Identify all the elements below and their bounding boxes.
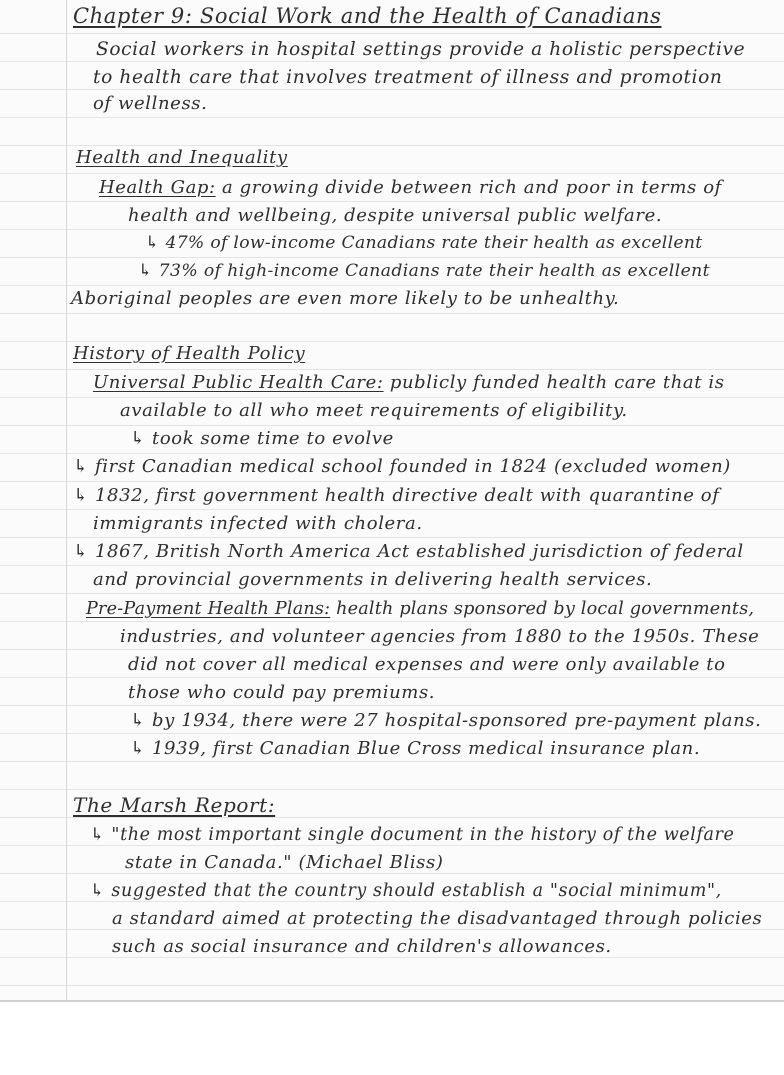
term: Universal Public Health Care: bbox=[93, 372, 384, 393]
definition: health plans sponsored by local governments, bbox=[330, 599, 755, 619]
definition-line: those who could pay premiums. bbox=[128, 682, 436, 703]
report-bullet: ↳ "the most important single document in the history of the welfare bbox=[90, 825, 735, 845]
report-bullet: ↳ suggested that the country should establish a "social minimum", bbox=[90, 881, 722, 901]
section-heading: History of Health Policy bbox=[73, 343, 306, 364]
history-bullet-cont: and provincial governments in delivering health services. bbox=[93, 569, 653, 590]
intro-line: of wellness. bbox=[93, 93, 208, 114]
definition-line: available to all who meet requirements of eligibility. bbox=[120, 400, 628, 421]
sub-bullet: ↳ took some time to evolve bbox=[130, 428, 394, 449]
sub-bullet: ↳ 1939, first Canadian Blue Cross medical insurance plan. bbox=[130, 738, 701, 759]
definition: publicly funded health care that is bbox=[383, 372, 725, 393]
intro-line: to health care that involves treatment of illness and promotion bbox=[93, 67, 723, 88]
history-bullet: ↳ 1867, British North America Act established jurisdiction of federal bbox=[73, 541, 744, 562]
section-heading: The Marsh Report: bbox=[73, 793, 276, 817]
note-line: Aboriginal peoples are even more likely to be unhealthy. bbox=[71, 288, 620, 309]
report-bullet-cont: such as social insurance and children's allowances. bbox=[112, 936, 612, 957]
stat-bullet: ↳ 73% of high-income Canadians rate their health as excellent bbox=[138, 261, 710, 281]
definition-line bbox=[99, 176, 722, 200]
report-bullet-cont: a standard aimed at protecting the disadvantaged through policies bbox=[112, 908, 763, 929]
page-edge bbox=[0, 1000, 784, 1002]
term: Pre-Payment Health Plans: bbox=[86, 599, 331, 619]
section-heading: Health and Inequality bbox=[76, 147, 288, 168]
history-bullet: ↳ first Canadian medical school founded in 1824 (excluded women) bbox=[73, 456, 731, 477]
intro-line: Social workers in hospital settings provide a holistic perspective bbox=[96, 39, 746, 60]
history-bullet: ↳ 1832, first government health directive dealt with quarantine of bbox=[73, 485, 720, 506]
margin-line bbox=[66, 0, 67, 1000]
definition-line: industries, and volunteer agencies from 1880 to the 1950s. These bbox=[120, 626, 760, 647]
stat-bullet: ↳ 47% of low-income Canadians rate their health as excellent bbox=[145, 233, 703, 253]
history-bullet-cont: immigrants infected with cholera. bbox=[93, 513, 423, 534]
definition-line bbox=[86, 597, 754, 621]
chapter-title: Chapter 9: Social Work and the Health of Canadians bbox=[73, 4, 662, 28]
definition-line: did not cover all medical expenses and were only available to bbox=[128, 654, 726, 675]
sub-bullet: ↳ by 1934, there were 27 hospital-sponsored pre-payment plans. bbox=[130, 710, 762, 731]
report-bullet-cont: state in Canada." (Michael Bliss) bbox=[125, 852, 444, 873]
definition: a growing divide between rich and poor in terms of bbox=[215, 177, 722, 198]
definition-line: health and wellbeing, despite universal public welfare. bbox=[128, 205, 663, 226]
definition-line bbox=[93, 371, 725, 395]
term: Health Gap: bbox=[99, 177, 216, 198]
